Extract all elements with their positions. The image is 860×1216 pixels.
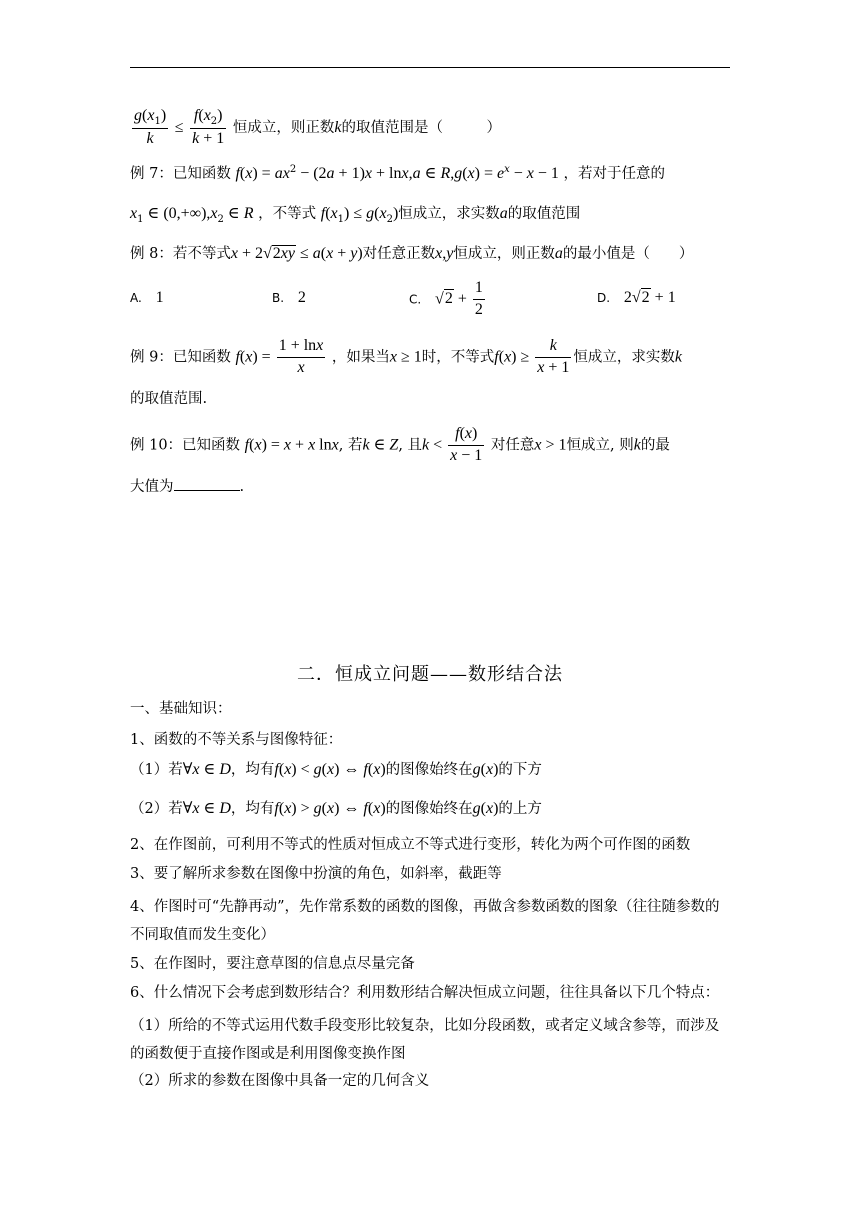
example-9-line-1: 例 9：已知函数 f(x) = $\frac{1 + \ln x}{x}$ ，如果当x ≥ 1时，不等式f(x) ≥ $\frac{k}{x + 1}$ 恒成立，求实数k <box>130 337 683 376</box>
point-6: 6、什么情况下会考虑到数形结合？利用数形结合解决恒成立问题，往往具备以下几个特点： <box>130 985 720 1001</box>
option-d: D. 2√2 + 1 <box>597 289 676 306</box>
fraction-g-over-k: $\frac{g(x_1)}{k}$ <box>134 107 167 147</box>
example-8-question: 例 8：若不等式x + 2√2xy ≤ a(x + y)对任意正数x,y恒成立，则正数a的最小值是（ ） <box>130 245 694 262</box>
option-a: A. 1 <box>130 289 164 306</box>
example-7-line-2: $x_1$ ∈ $(0,+\infty),x_2$ ∈ R ，不等式 $f(x_1) \le g(x_2)$恒成立，求实数a的取值范围 <box>130 205 581 225</box>
header-rule <box>130 67 730 68</box>
point-5: 5、在作图时，要注意草图的信息点尽量完备 <box>130 956 415 972</box>
point-3: 3、要了解所求参数在图像中扮演的角色，如斜率，截距等 <box>130 866 502 882</box>
point-1a: （1）若∀x ∈ D，均有f(x) < g(x) ⇔ f(x)的图像始终在g(x)的下方 <box>130 761 542 778</box>
section-title: 二．恒成立问题——数形结合法 <box>297 664 563 685</box>
point-6b: （2）所求的参数在图像中具备一定的几何含义 <box>130 1073 430 1089</box>
point-4: 4、作图时可“先静再动”，先作常系数的函数的图像，再做含参数函数的图象（往往随参数的不同取值而发生变化） <box>130 899 720 943</box>
example-10-line-1: 例 10：已知函数 f(x) = x + x lnx, 若k ∈ Z, 且k < $\frac{f(x)}{x - 1}$ 对任意x > 1恒成立, 则k的最 <box>130 425 670 464</box>
continued-question: $\frac{g(x_1)}{k}$ ≤ $\frac{f(x_2)}{k + 1}$ 恒成立，则正数k的取值范围是（ ） <box>130 106 501 150</box>
example-7-line-1: 例 7：已知函数 $f(x) = ax^2 - (2a + 1)x + \ln x,a$ ∈ $R,g(x) = e^x - x - 1$ ，若对于任意的 <box>130 164 666 182</box>
point-6a: （1）所给的不等式运用代数手段变形比较复杂，比如分段函数，或者定义域含参等，而涉及的函数便于直接作图或是利用图像变换作图 <box>130 1018 720 1062</box>
fraction-f-over-k1: $\frac{f(x_2)}{k + 1}$ <box>192 107 225 147</box>
example-9-line-2: 的取值范围. <box>130 391 208 407</box>
option-c: C. √2 + $\frac{1}{2}$ <box>409 279 483 318</box>
answer-blank <box>174 490 240 491</box>
basics-heading: 一、基础知识： <box>130 701 232 717</box>
point-2: 2、在作图前，可利用不等式的性质对恒成立不等式进行变形，转化为两个可作图的函数 <box>130 837 691 853</box>
point-1b: （2）若∀x ∈ D，均有f(x) > g(x) ⇔ f(x)的图像始终在g(x)的上方 <box>130 800 542 817</box>
option-b: B. 2 <box>272 289 306 306</box>
point-1: 1、函数的不等关系与图像特征： <box>130 732 343 748</box>
example-10-line-2: 大值为 . <box>130 479 245 495</box>
